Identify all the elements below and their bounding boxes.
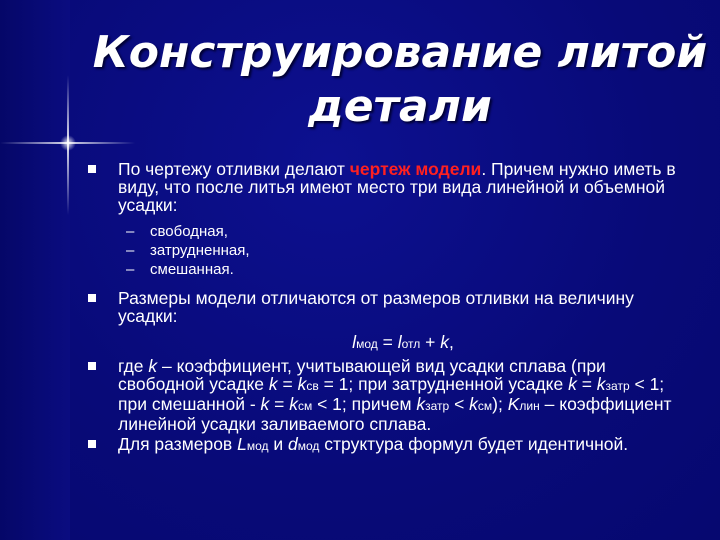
sub-item-3 [88, 260, 688, 279]
dash-marker: – [126, 242, 135, 259]
text-run: Для размеров [118, 434, 238, 454]
bullet-1-text-after: . Причем нужно иметь в виду, что после литья имеют место три вида линейной и объемной усадки: [118, 159, 676, 215]
formula-k: k [440, 332, 449, 352]
var-sub: лин [519, 399, 540, 413]
formula-sub: отл [401, 337, 421, 351]
var-L: L [237, 434, 247, 454]
var-sub: см [477, 399, 493, 413]
text-run: и [268, 434, 288, 454]
var-k: k [416, 394, 426, 414]
square-bullet-icon [88, 362, 96, 370]
square-bullet-icon [88, 440, 96, 448]
sub-item-2 [88, 241, 688, 260]
var-k: k [568, 374, 577, 394]
var-k: K [507, 394, 520, 414]
var-sub: затр [425, 399, 450, 413]
var-k: k [469, 394, 478, 414]
var-sub: затр [605, 379, 630, 393]
var-sub: св [306, 379, 319, 393]
square-bullet-icon [88, 294, 96, 302]
text-run: < 1; при смешанной - [118, 374, 665, 414]
var-sub: см [297, 399, 313, 413]
formula-l: l [352, 332, 357, 352]
var-k: k [297, 374, 307, 394]
slide-title [90, 26, 710, 134]
text-run: < [449, 394, 470, 414]
sub-item-1-text: свободная, [150, 223, 228, 240]
text-run: где [118, 356, 149, 376]
var-k: k [289, 394, 298, 414]
formula-plus: + [420, 332, 441, 352]
bullet-2 [88, 289, 688, 325]
formula-sub: мод [356, 337, 378, 351]
var-k: k [268, 374, 278, 394]
title-line-1: Конструирование литой [92, 27, 708, 78]
star-flare-icon [60, 135, 76, 151]
text-run: = [269, 394, 290, 414]
text-run: – коэффициент линейной усадки заливаемого сплава. [118, 394, 672, 434]
sub-item-1 [88, 222, 688, 241]
slide-content [88, 160, 688, 455]
bullet-2-text: Размеры модели отличаются от размеров отливки на величину усадки: [118, 288, 634, 326]
var-d: d [288, 434, 298, 454]
text-run: структура формул будет идентичной. [319, 434, 629, 454]
sub-item-3-text: смешанная. [150, 261, 234, 278]
text-run: = [576, 374, 597, 394]
sub-item-2-text: затрудненная, [150, 242, 250, 259]
var-k: k [260, 394, 270, 414]
var-k: k [148, 356, 158, 376]
var-sub: мод [246, 439, 269, 453]
dash-marker: – [126, 261, 135, 278]
text-run: = 1; при затрудненной усадке [318, 374, 569, 394]
text-run: = [277, 374, 298, 394]
text-run: – коэффициент, учитывающей вид усадки сплава (при свободной усадке [118, 356, 606, 394]
text-run: < 1; причем [312, 394, 417, 414]
formula-eq: = [377, 332, 398, 352]
dash-marker: – [126, 223, 135, 240]
background-left-band [0, 0, 70, 540]
bullet-1-highlight: чертеж модели [349, 159, 482, 179]
var-k: k [596, 374, 606, 394]
bullet-3 [88, 357, 688, 433]
square-bullet-icon [88, 165, 96, 173]
title-line-2: детали [308, 81, 492, 132]
formula [88, 333, 688, 353]
formula-l: l [397, 332, 402, 352]
bullet-1-text-before: По чертежу отливки делают [118, 159, 350, 179]
bullet-4 [88, 435, 688, 455]
formula-end: , [448, 332, 454, 352]
text-run: ); [492, 394, 508, 414]
var-sub: мод [297, 439, 320, 453]
bullet-1 [88, 160, 688, 214]
